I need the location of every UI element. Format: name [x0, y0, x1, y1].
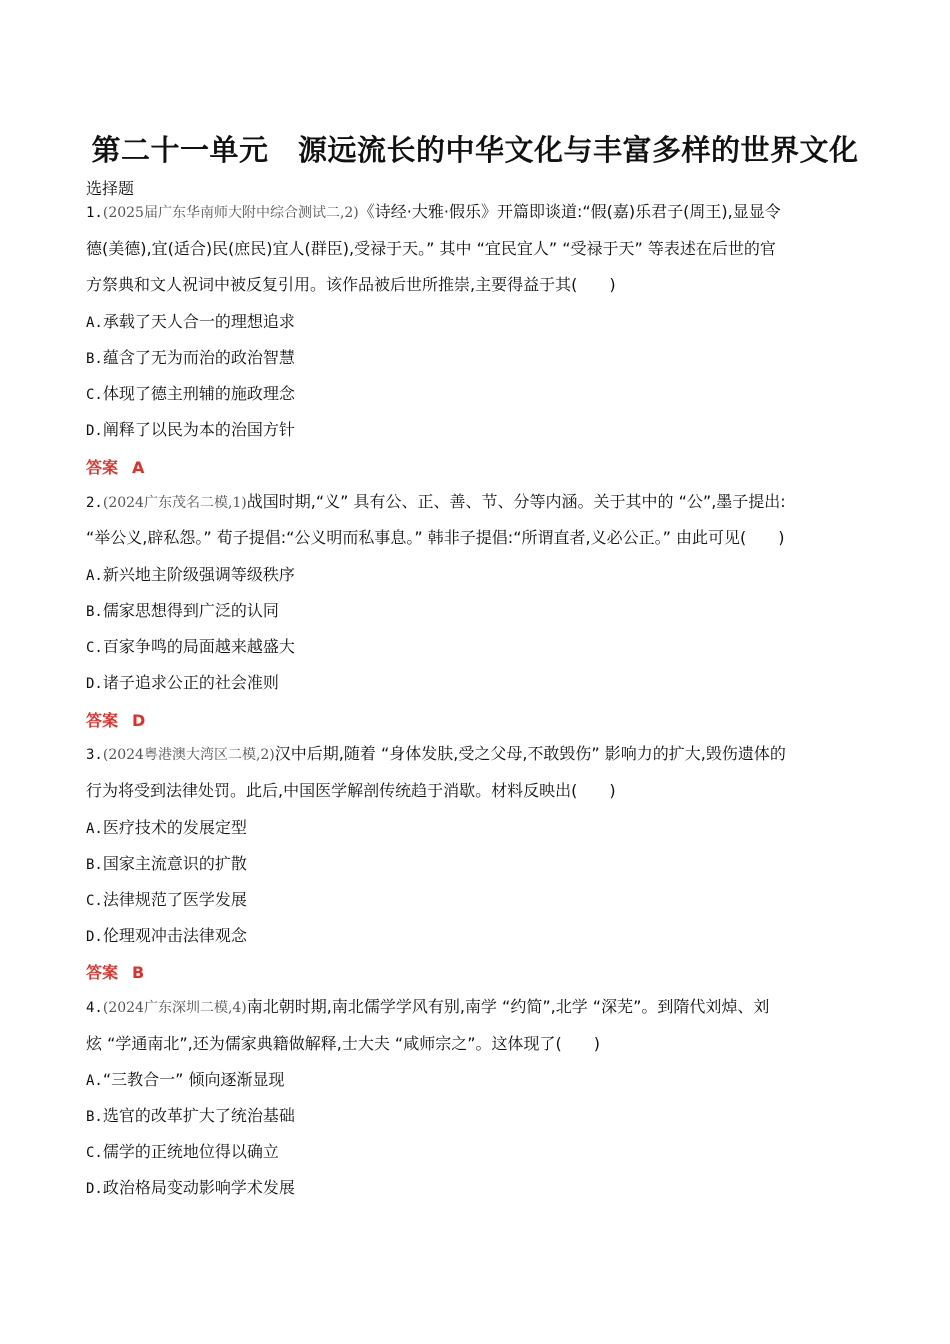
question-number: 2.	[86, 495, 103, 511]
option-b: B.选官的改革扩大了统治基础	[86, 1106, 295, 1125]
option-c: C.儒学的正统地位得以确立	[86, 1142, 279, 1161]
answer-2: 答案 D	[86, 711, 146, 730]
option-b: B.国家主流意识的扩散	[86, 854, 247, 873]
question-source: (2024广东茂名二模,1)	[102, 495, 247, 511]
question-text: 南北朝时期,南北儒学学风有别,南学 “约简”,北学 “深芜”。到隋代刘焯、刘	[246, 997, 770, 1016]
option-a: A.“三教合一” 倾向逐渐显现	[86, 1070, 285, 1089]
answer-3: 答案 B	[86, 963, 145, 982]
question-1-line-2: 德(美德),宜(适合)民(庶民)宜人(群臣),受禄于天。” 其中 “宜民宜人” “受禄于天” 等表述在后世的官	[86, 239, 776, 258]
question-3-line-1	[86, 743, 786, 766]
option-a: A.新兴地主阶级强调等级秩序	[86, 565, 295, 584]
answer-1: 答案 A	[86, 458, 145, 477]
question-source: (2024广东深圳二模,4)	[102, 1000, 247, 1016]
question-3-line-2: 行为将受到法律处罚。此后,中国医学解剖传统趋于消歇。材料反映出( )	[86, 781, 616, 800]
option-a: A.承载了天人合一的理想追求	[86, 312, 295, 331]
option-c: C.百家争鸣的局面越来越盛大	[86, 637, 295, 656]
question-number: 1.	[86, 205, 103, 221]
option-c: C.法律规范了医学发展	[86, 890, 247, 909]
section-heading: 选择题	[86, 179, 135, 198]
option-d: D.诸子追求公正的社会准则	[86, 673, 279, 692]
option-b: B.蕴含了无为而治的政治智慧	[86, 348, 295, 367]
question-4-line-1	[86, 996, 769, 1019]
question-number: 3.	[86, 747, 103, 763]
question-4-line-2: 炫 “学通南北”,还为儒家典籍做解释,士大夫 “咸师宗之”。这体现了( )	[86, 1034, 600, 1053]
question-1-line-3: 方祭典和文人祝词中被反复引用。该作品被后世所推崇,主要得益于其( )	[86, 275, 616, 294]
question-text: 《诗经·大雅·假乐》开篇即谈道:“假(嘉)乐君子(周王),显显令	[358, 202, 781, 221]
question-2-line-1	[86, 491, 786, 514]
option-a: A.医疗技术的发展定型	[86, 818, 247, 837]
option-d: D.伦理观冲击法律观念	[86, 926, 247, 945]
question-1-line-1	[86, 201, 781, 224]
question-2-line-2: “举公义,辟私怨。” 荀子提倡:“公义明而私事息。” 韩非子提倡:“所谓直者,义必公正。” 由此可见( )	[86, 528, 785, 547]
question-number: 4.	[86, 1000, 103, 1016]
option-d: D.政治格局变动影响学术发展	[86, 1178, 295, 1197]
option-d: D.阐释了以民为本的治国方针	[86, 420, 295, 439]
option-b: B.儒家思想得到广泛的认同	[86, 601, 279, 620]
question-text: 战国时期,“义” 具有公、正、善、节、分等内涵。关于其中的 “公”,墨子提出:	[246, 492, 786, 511]
question-text: 汉中后期,随着 “身体发肤,受之父母,不敢毁伤” 影响力的扩大,毁伤遗体的	[274, 744, 786, 763]
option-c: C.体现了德主刑辅的施政理念	[86, 384, 295, 403]
question-source: (2024粤港澳大湾区二模,2)	[102, 747, 275, 763]
page-title: 第二十一单元 源远流长的中华文化与丰富多样的世界文化	[91, 133, 859, 167]
question-source: (2025届广东华南师大附中综合测试二,2)	[102, 205, 359, 221]
